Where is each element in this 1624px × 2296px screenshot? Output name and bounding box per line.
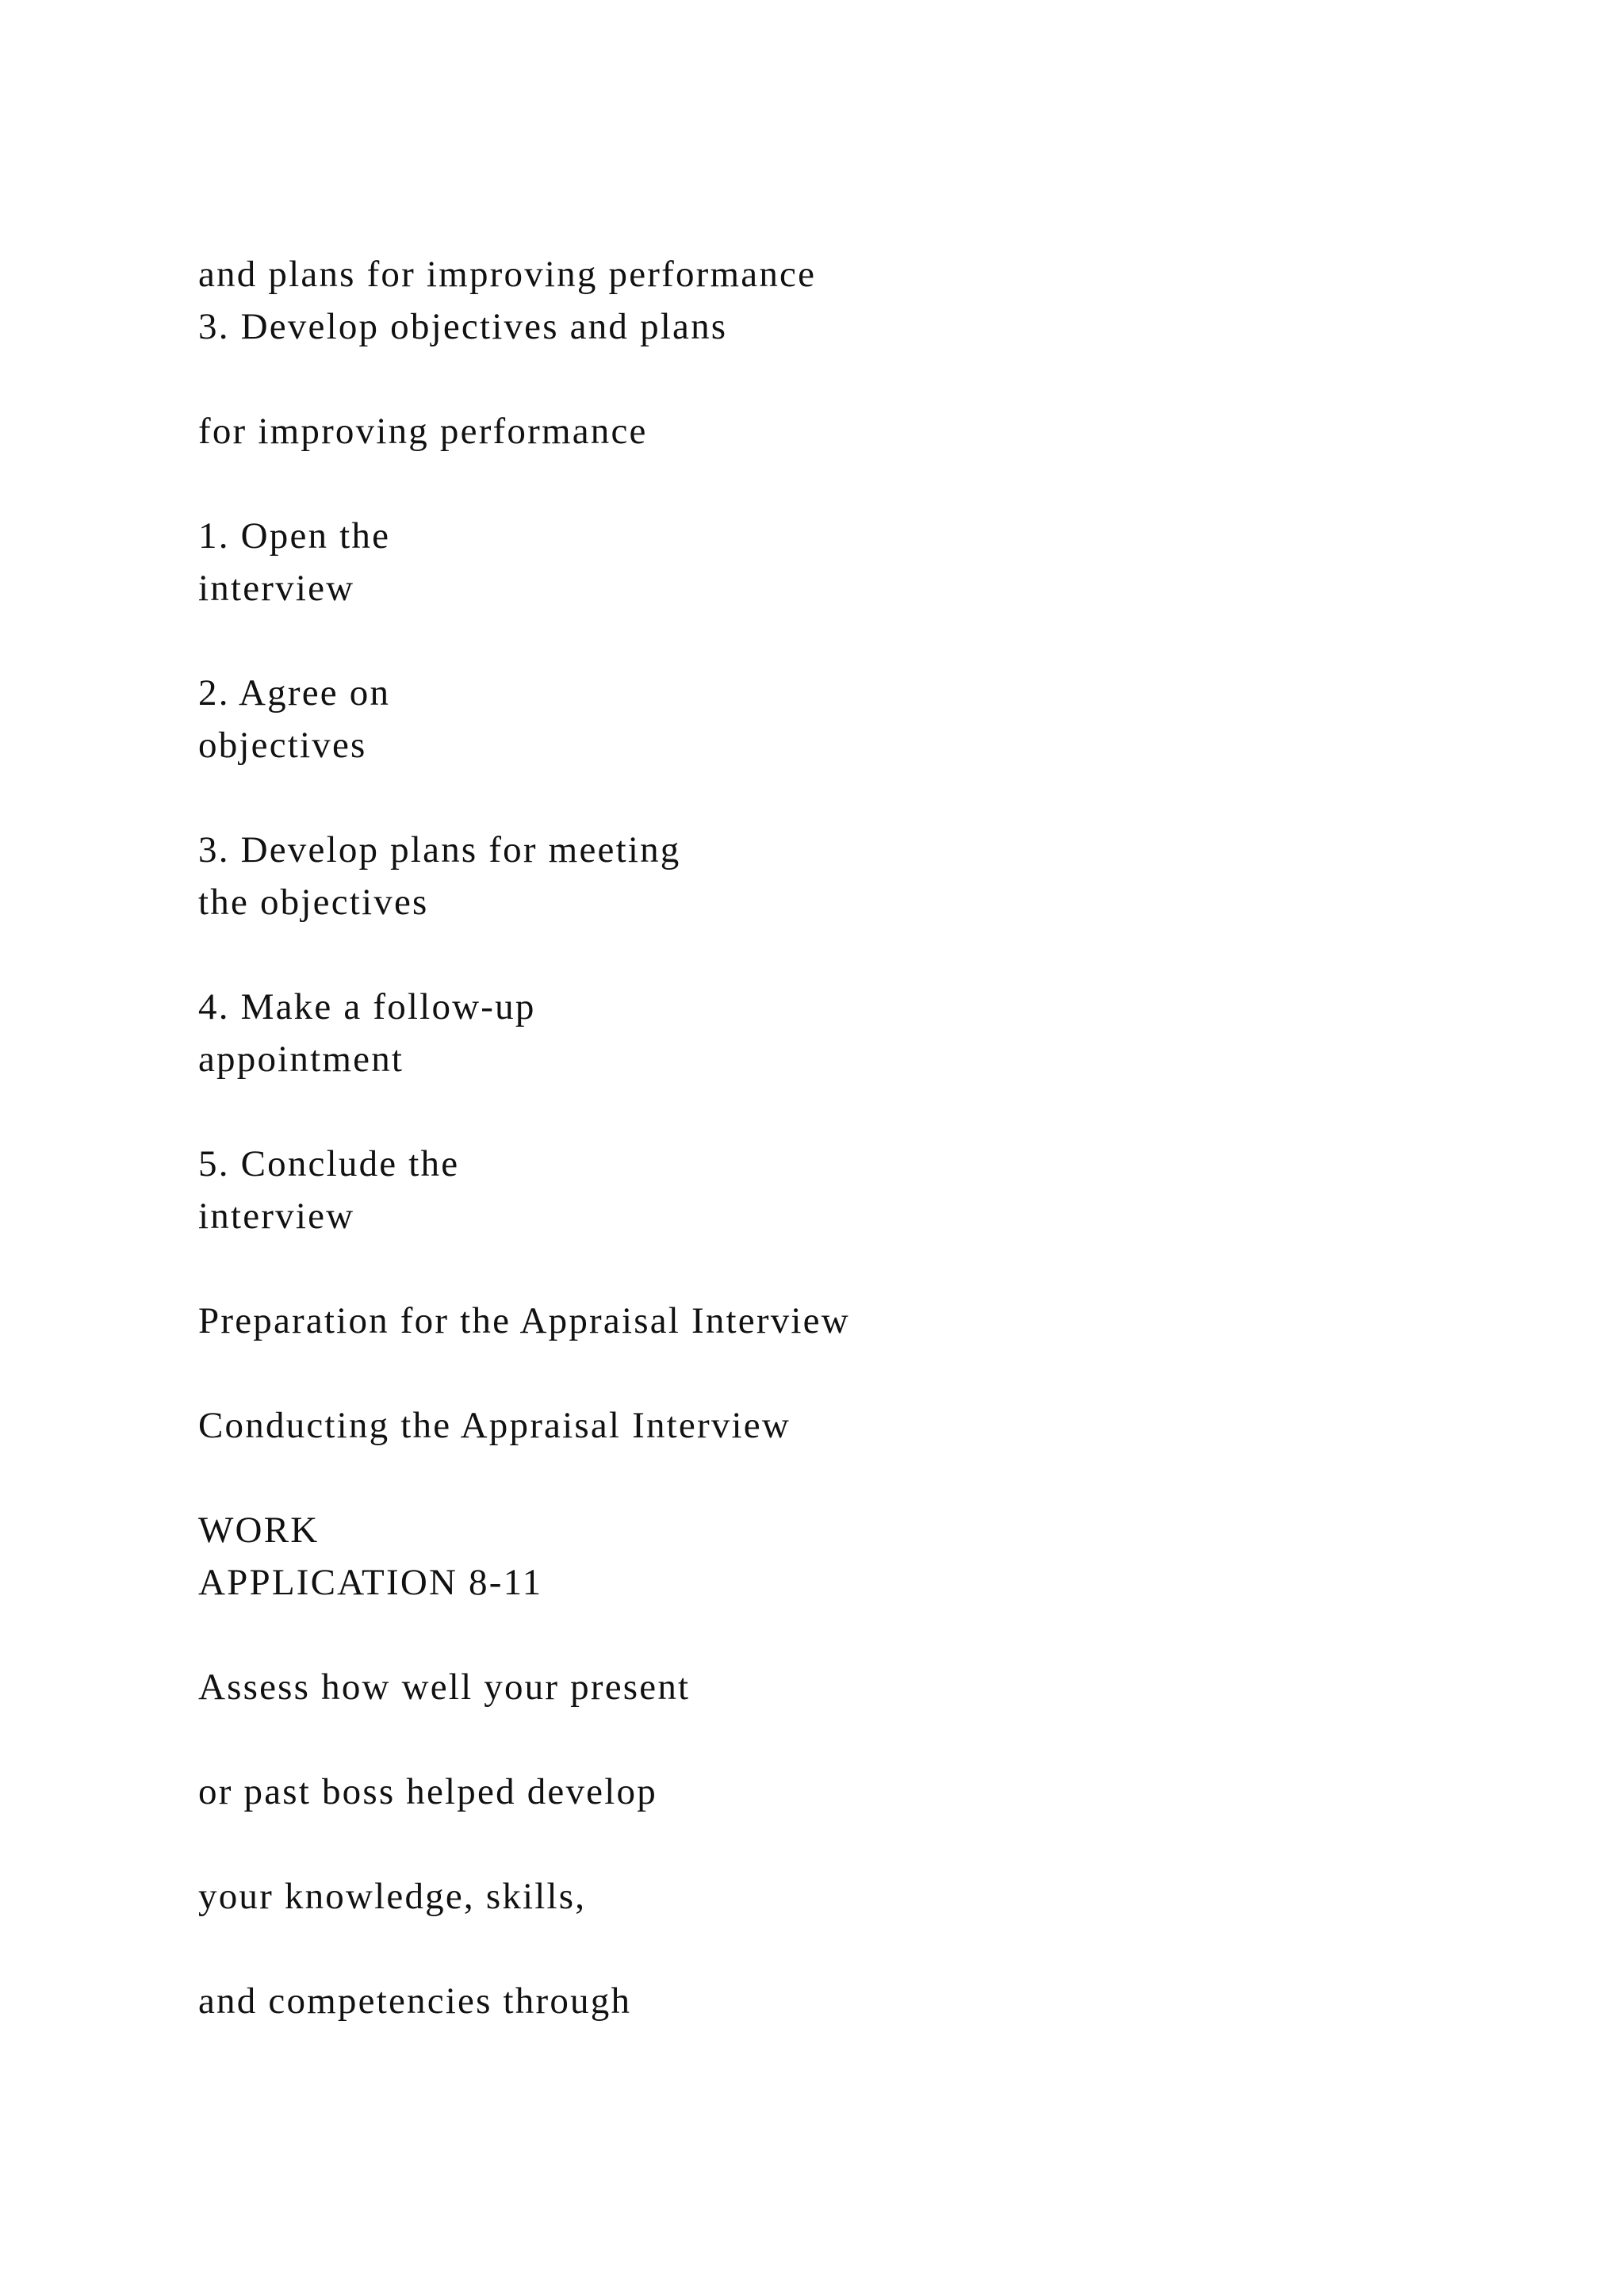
section-heading: Preparation for the Appraisal Interview <box>198 1300 850 1341</box>
text-line: 3. Develop plans for meeting <box>198 829 681 871</box>
text-line: 2. Agree on <box>198 672 391 714</box>
text-line: your knowledge, skills, <box>198 1876 587 1917</box>
section-heading: Conducting the Appraisal Interview <box>198 1405 791 1446</box>
text-line: 5. Conclude the <box>198 1143 460 1184</box>
text-line: for improving performance <box>198 411 648 452</box>
text-line: appointment <box>198 1039 404 1080</box>
work-application-label: WORK <box>198 1510 320 1551</box>
text-line: the objectives <box>198 882 429 923</box>
text-line: interview <box>198 568 355 609</box>
text-line: interview <box>198 1196 355 1237</box>
text-line: 4. Make a follow-up <box>198 986 536 1027</box>
text-line: objectives <box>198 725 367 766</box>
text-line: 3. Develop objectives and plans <box>198 306 728 347</box>
text-line: 1. Open the <box>198 515 391 557</box>
text-line: Assess how well your present <box>198 1667 691 1708</box>
text-line: and plans for improving performance <box>198 254 817 295</box>
text-line: and competencies through <box>198 1980 632 2022</box>
work-application-label: APPLICATION 8-11 <box>198 1562 543 1603</box>
text-line: or past boss helped develop <box>198 1771 657 1812</box>
